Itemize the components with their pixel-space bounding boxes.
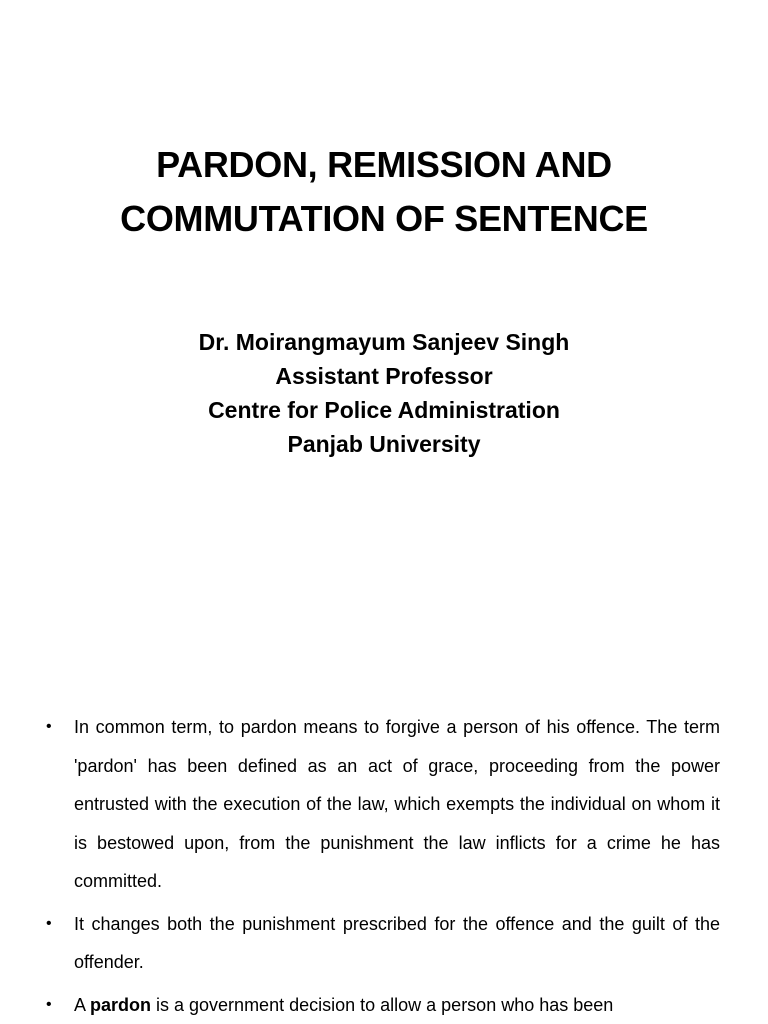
bullet-icon: • bbox=[46, 995, 52, 1013]
bullet-icon: • bbox=[46, 914, 52, 932]
bullet-item-1 bbox=[46, 708, 720, 901]
bullet-text: is a government decision to allow a person who has been bbox=[151, 994, 614, 1015]
bullet-icon: • bbox=[46, 718, 52, 735]
title-line-1: PARDON, REMISSION AND bbox=[156, 144, 612, 185]
author-university: Panjab University bbox=[287, 431, 481, 457]
author-department: Centre for Police Administration bbox=[208, 397, 560, 423]
author-name: Dr. Moirangmayum Sanjeev Singh bbox=[198, 329, 570, 355]
bullet-text: In common term, to pardon means to forgive a person of his offence. The term 'pardon' has been defined as an act of grace, proceeding from the power entrusted with the execution of the law, which exempts the individual on whom it is bestowed upon, from the punishment the law inflicts for a crime he has committed. bbox=[74, 717, 720, 891]
bullet-bold-term: pardon bbox=[90, 994, 152, 1015]
author-position: Assistant Professor bbox=[275, 363, 493, 389]
bullet-prefix: A bbox=[74, 994, 91, 1015]
bullet-item-2 bbox=[46, 905, 720, 982]
content-slide bbox=[0, 576, 768, 1024]
bullet-list bbox=[46, 708, 720, 1024]
bullet-text: It changes both the punishment prescribed for the offence and the guilt of the offender. bbox=[74, 913, 720, 972]
bullet-item-3 bbox=[46, 986, 720, 1024]
slide-title bbox=[0, 138, 768, 246]
author-block bbox=[0, 325, 768, 461]
title-line-2: COMMUTATION OF SENTENCE bbox=[120, 198, 648, 239]
